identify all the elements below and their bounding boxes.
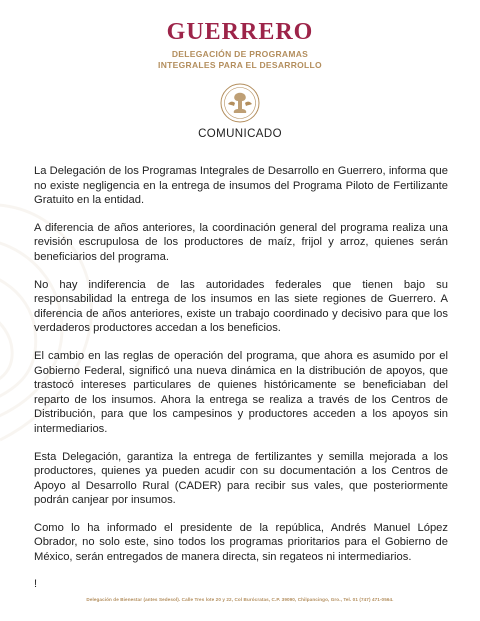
brand-title: GUERRERO: [166, 19, 314, 45]
footer-address: Delegación de Bienestar (antes Sedesol). Calle Tres lote 20 y 22, Col Burócratas, C.P. 39090, Chilpancingo, Gro., Tel. 01 (747) 471-0564.: [86, 597, 394, 602]
letterhead-subtitle-line1: DELEGACIÓN DE PROGRAMAS: [171, 49, 309, 59]
paragraph: No hay indiferencia de las autoridades federales que tienen bajo su responsabilidad la entrega de los insumos en las siete regiones de Guerrero. A diferencia de años anteriores, existe un trabajo coordinado y decisivo para que los verdaderos productores accedan a los beneficios.: [34, 278, 448, 335]
letterhead: [0, 18, 480, 71]
paragraph: La Delegación de los Programas Integrales de Desarrollo en Guerrero, informa que no existe negligencia en la entrega de insumos del Programa Piloto de Fertilizante Gratuito en la entidad.: [34, 165, 448, 207]
end-mark: !: [34, 578, 38, 590]
paragraph: Esta Delegación, garantiza la entrega de fertilizantes y semilla mejorada a los productores, quienes ya pueden acudir con su documentación a los Centros de Apoyo al Desarrollo Rural (CADER) para recibir sus vales, que posteriormente podrán canjear por insumos.: [34, 450, 448, 507]
paragraph: El cambio en las reglas de operación del programa, que ahora es asumido por el Gobierno Federal, significó una nueva dinámica en la distribución de apoyos, que trastocó intereses particulares de quienes históricamente se beneficiaban del reparto de los insumos. Ahora la entrega se realiza a través de los Centros de Distribución, para que los campesinos y productores acceden a los apoyos sin intermediarios.: [34, 349, 448, 435]
paragraph: Como lo ha informado el presidente de la república, Andrés Manuel López Obrador, no solo este, sino todos los programas prioritarios para el Gobierno de México, serán entregados de manera directa, sin regateos ni intermediarios.: [34, 521, 448, 564]
document-title: COMUNICADO: [198, 128, 282, 140]
document-body: [34, 164, 448, 578]
paragraph: A diferencia de años anteriores, la coordinación general del programa realiza una revisión escrupulosa de los productores de maíz, frijol y arroz, quienes serán beneficiarios del programa.: [34, 221, 448, 263]
letterhead-subtitle-line2: INTEGRALES PARA EL DESARROLLO: [158, 60, 322, 70]
national-seal-icon: [219, 82, 261, 124]
